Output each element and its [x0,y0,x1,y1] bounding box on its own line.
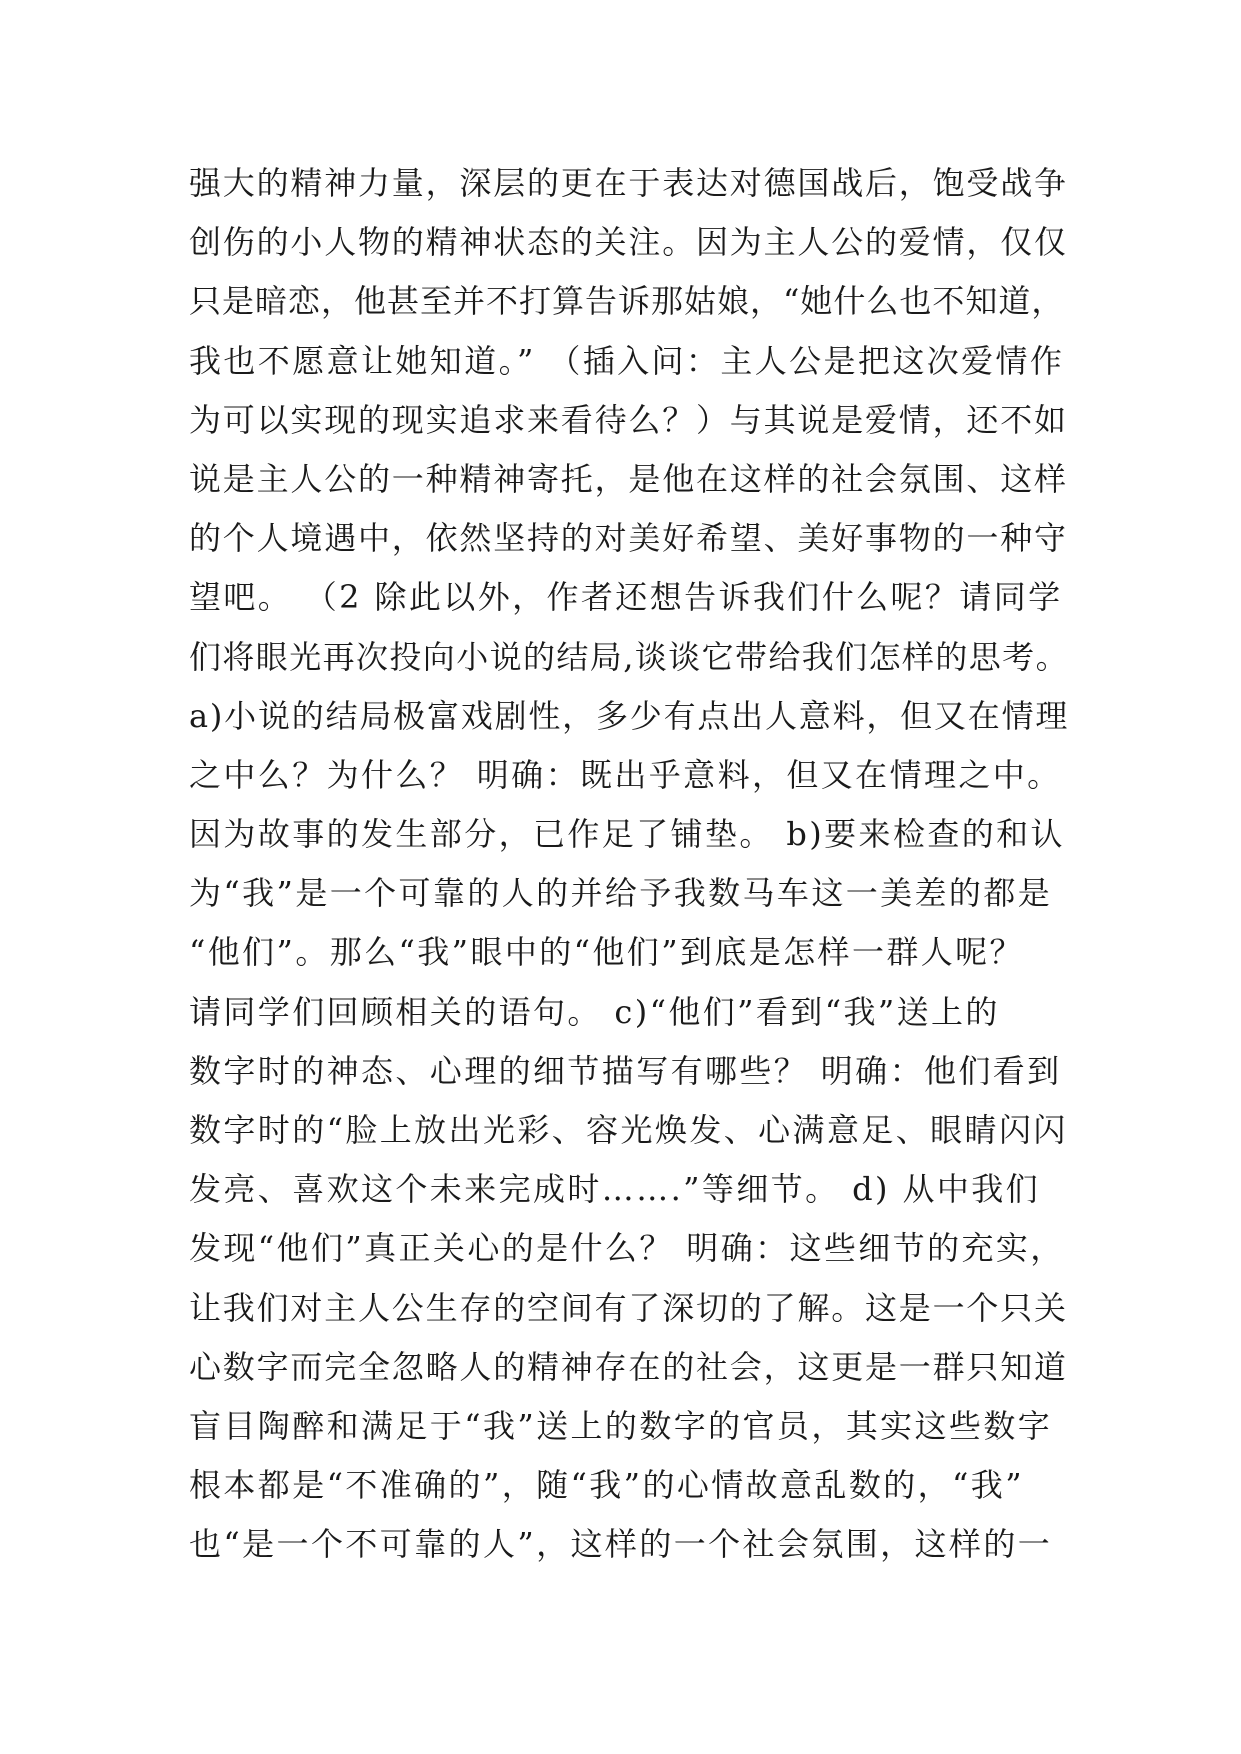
text-line: “他们”。那么“我”眼中的“他们”到底是怎样一群人呢？ [189,933,1024,972]
body-text [189,154,1069,1575]
text-line: 为可以实现的现实追求来看待么？）与其说是爱情，还不如 [189,400,1068,439]
text-line: 只是暗恋，他甚至并不打算告诉那姑娘，“她什么也不知道， [189,282,1065,321]
text-line: 也“是一个不可靠的人”，这样的一个社会氛围，这样的一 [189,1525,1053,1564]
text-line: 的个人境遇中，依然坚持的对美好希望、美好事物的一种守 [189,519,1068,558]
text-line: 盲目陶醉和满足于“我”送上的数字的官员，其实这些数字 [189,1406,1053,1445]
text-line: 我也不愿意让她知道。” （插入问：主人公是把这次爱情作 [189,341,1065,380]
text-line: 望吧。 （2 除此以外，作者还想告诉我们什么呢？请同学 [189,578,1063,617]
text-line: 之中么？为什么？ 明确：既出乎意料，但又在情理之中。 [189,755,1062,794]
text-line: 创伤的小人物的精神状态的关注。因为主人公的爱情，仅仅 [189,223,1068,262]
text-line: a)小说的结局极富戏剧性，多少有点出人意料，但又在情理 [189,696,1070,735]
text-line: 数字时的神态、心理的细节描写有哪些？ 明确：他们看到 [189,1051,1062,1090]
text-line: 发现“他们”真正关心的是什么？ 明确：这些细节的充实， [189,1229,1065,1268]
text-line: 请同学们回顾相关的语句。 c)“他们”看到“我”送上的 [189,992,1000,1031]
text-line: 为“我”是一个可靠的人的并给予我数马车这一美差的都是 [189,874,1053,913]
text-line: 心数字而完全忽略人的精神存在的社会，这更是一群只知道 [189,1347,1068,1386]
text-line: 数字时的“脸上放出光彩、容光焕发、心满意足、眼睛闪闪 [189,1111,1068,1149]
text-line: 根本都是“不准确的”，随“我”的心情故意乱数的，“我” [189,1466,1024,1505]
text-line: 因为故事的发生部分，已作足了铺垫。 b)要来检查的和认 [189,815,1065,854]
text-line: 说是主人公的一种精神寄托，是他在这样的社会氛围、这样 [189,459,1068,498]
text-line: 强大的精神力量，深层的更在于表达对德国战后，饱受战争 [189,164,1068,202]
text-line: 让我们对主人公生存的空间有了深切的了解。这是一个只关 [189,1288,1068,1327]
text-line: 发亮、喜欢这个未来完成时…….”等细节。 d) 从中我们 [189,1170,1041,1209]
text-line: 们将眼光再次投向小说的结局,谈谈它带给我们怎样的思考。 [189,637,1069,676]
